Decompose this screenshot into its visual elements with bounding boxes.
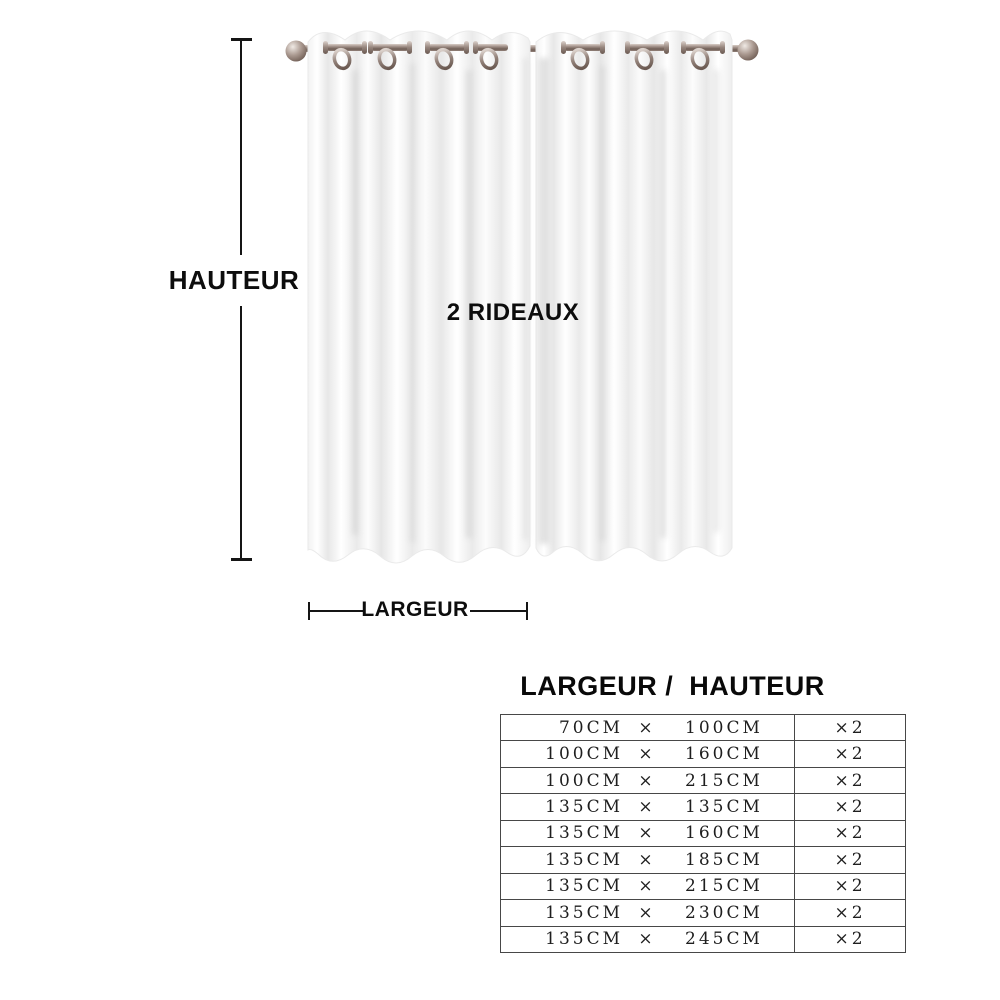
quantity-value: ×2 [834, 929, 866, 950]
table-row [501, 740, 905, 766]
largeur-value: 100CM [545, 744, 623, 765]
table-row [501, 873, 905, 899]
width-measure-right-tick [526, 602, 528, 620]
multiply-sign: × [638, 744, 656, 765]
table-row [501, 793, 905, 819]
height-measure-line-lower [240, 306, 242, 559]
largeur-value: 135CM [545, 797, 623, 818]
size-table-title: LARGEUR / HAUTEUR [520, 671, 825, 701]
quantity-value: ×2 [834, 823, 866, 844]
quantity-value: ×2 [834, 744, 866, 765]
multiply-sign: × [638, 823, 656, 844]
rod-finial-right [738, 40, 759, 61]
width-label: LARGEUR [361, 598, 469, 621]
table-row [501, 899, 905, 925]
table-row [501, 767, 905, 793]
hauteur-value: 135CM [685, 797, 763, 818]
largeur-value: 135CM [545, 929, 623, 950]
hauteur-value: 160CM [685, 744, 763, 765]
multiply-sign: × [638, 929, 656, 950]
curtain-panel-left [308, 31, 530, 563]
largeur-value: 135CM [545, 823, 623, 844]
quantity-value: ×2 [834, 797, 866, 818]
width-measure-line-right [470, 610, 527, 612]
multiply-sign: × [638, 770, 656, 791]
hauteur-value: 245CM [685, 929, 763, 950]
hauteur-value: 215CM [685, 876, 763, 897]
multiply-sign: × [638, 902, 656, 923]
table-row [501, 715, 905, 740]
hauteur-value: 160CM [685, 823, 763, 844]
table-row [501, 820, 905, 846]
width-measure-line-left [310, 610, 363, 612]
table-row [501, 846, 905, 872]
largeur-value: 135CM [545, 902, 623, 923]
size-table [500, 714, 906, 953]
quantity-value: ×2 [834, 770, 866, 791]
largeur-value: 100CM [545, 770, 623, 791]
height-label: HAUTEUR [168, 265, 300, 295]
rod-finial-left [286, 41, 307, 62]
quantity-value: ×2 [834, 717, 866, 738]
largeur-value: 70CM [558, 717, 623, 738]
multiply-sign: × [638, 876, 656, 897]
multiply-sign: × [638, 717, 656, 738]
hauteur-value: 230CM [685, 902, 763, 923]
largeur-value: 135CM [545, 849, 623, 870]
quantity-value: ×2 [834, 876, 866, 897]
table-row [501, 926, 905, 952]
curtain-panel-right [536, 31, 732, 561]
quantity-value: ×2 [834, 849, 866, 870]
multiply-sign: × [638, 797, 656, 818]
hauteur-value: 185CM [685, 849, 763, 870]
panels-count-label: 2 RIDEAUX [446, 299, 580, 326]
height-measure-line-upper [240, 40, 242, 255]
hauteur-value: 100CM [685, 717, 763, 738]
multiply-sign: × [638, 849, 656, 870]
hauteur-value: 215CM [685, 770, 763, 791]
largeur-value: 135CM [545, 876, 623, 897]
quantity-value: ×2 [834, 902, 866, 923]
height-measure-bottom-cap [231, 558, 252, 561]
